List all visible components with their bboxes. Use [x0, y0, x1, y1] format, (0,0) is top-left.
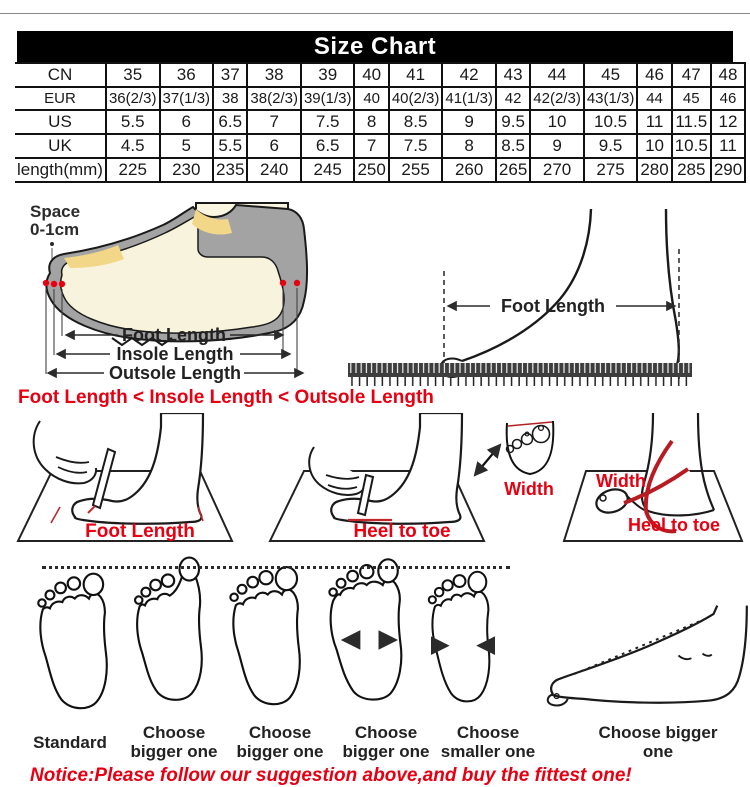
size-table-cell: 40(2/3)	[389, 87, 443, 110]
outsole-length-label: Outsole Length	[109, 363, 241, 383]
fit-guide-section	[0, 557, 750, 725]
step-label-foot-length: Foot Length	[85, 521, 195, 542]
size-table-row	[15, 158, 745, 182]
size-table-cell: 41	[389, 63, 443, 87]
space-pointer-dot	[50, 242, 54, 246]
size-table-cell: 5.5	[106, 110, 160, 134]
size-table-row-label: CN	[15, 63, 106, 87]
size-table-cell: 7.5	[389, 134, 443, 158]
size-table-cell: 10.5	[584, 110, 638, 134]
size-table-cell: 8	[442, 134, 496, 158]
foot-outline	[331, 413, 462, 524]
size-table-cell: 37	[213, 63, 247, 87]
size-table-cell: 11	[711, 134, 745, 158]
size-table-cell: 290	[711, 158, 745, 182]
size-table-cell: 225	[106, 158, 160, 182]
space-label-line2: 0-1cm	[30, 220, 79, 239]
size-table-cell: 285	[672, 158, 711, 182]
size-table-cell: 46	[711, 87, 745, 110]
size-table	[15, 62, 746, 183]
sketch-heel-to-toe	[262, 413, 556, 551]
size-table-cell: 275	[584, 158, 638, 182]
footprint-wide	[326, 553, 415, 711]
notice-text: Notice:Please follow our suggestion above,and buy the fittest one!	[30, 765, 750, 787]
insole-length-label: Insole Length	[117, 344, 234, 364]
fit-label-bigger-2: Choose bigger one	[230, 721, 330, 763]
size-table-cell: 35	[106, 63, 160, 87]
size-table-cell: 250	[354, 158, 388, 182]
shoe-length-diagram	[0, 197, 348, 383]
heel-sole-line	[551, 606, 747, 703]
footprint-wide-toes	[227, 559, 316, 717]
size-table-cell: 48	[711, 63, 745, 87]
size-table-row	[15, 87, 745, 110]
size-table-cell: 38(2/3)	[247, 87, 301, 110]
size-table-row-label: length(mm)	[15, 158, 106, 182]
top-divider	[0, 13, 750, 14]
step-label-heel-to-toe-2: Heel to toe	[628, 515, 720, 535]
fit-guide-labels	[0, 721, 750, 763]
size-table-cell: 8.5	[496, 134, 530, 158]
size-table-row-label: EUR	[15, 87, 106, 110]
measurement-diagrams	[0, 197, 750, 387]
ruler-foot-length-label: Foot Length	[501, 296, 605, 316]
fit-label-bigger-1: Choose bigger one	[124, 721, 224, 763]
size-table-cell: 38	[213, 87, 247, 110]
size-table-cell: 40	[354, 63, 388, 87]
size-table-cell: 235	[213, 158, 247, 182]
size-table-body	[15, 63, 745, 182]
size-table-cell: 230	[160, 158, 214, 182]
ruler	[348, 363, 692, 377]
size-table-row	[15, 110, 745, 134]
size-table-cell: 260	[442, 158, 496, 182]
toe-reference-line	[42, 566, 510, 569]
size-table-cell: 280	[637, 158, 671, 182]
size-table-cell: 245	[301, 158, 355, 182]
size-table-cell: 8	[354, 110, 388, 134]
size-table-cell: 43	[496, 63, 530, 87]
size-table-cell: 10	[530, 110, 584, 134]
space-label-line1: Space	[30, 202, 80, 221]
size-table-cell: 7.5	[301, 110, 355, 134]
size-table-cell: 42	[442, 63, 496, 87]
size-table-cell: 5	[160, 134, 214, 158]
size-table-row-label: UK	[15, 134, 106, 158]
size-table-cell: 45	[584, 63, 638, 87]
size-chart-header	[17, 31, 733, 62]
size-table-row	[15, 63, 745, 87]
size-chart-title: Size Chart	[314, 33, 436, 60]
size-table-cell: 9.5	[584, 134, 638, 158]
how-to-measure-row	[0, 413, 750, 551]
width-inset	[475, 421, 553, 475]
size-table-row	[15, 134, 745, 158]
shoe-illustration	[46, 203, 307, 345]
footprint-narrow	[423, 559, 508, 717]
size-table-cell: 9.5	[496, 110, 530, 134]
sketch-foot-length	[0, 413, 262, 551]
foot-ruler-diagram	[348, 207, 740, 387]
size-table-cell: 36	[160, 63, 214, 87]
size-table-cell: 8.5	[389, 110, 443, 134]
fit-label-smaller: Choose smaller one	[438, 721, 538, 763]
size-table-cell: 240	[247, 158, 301, 182]
size-table-cell: 39(1/3)	[301, 87, 355, 110]
foot-high-instep	[540, 601, 750, 721]
footprints-row	[0, 557, 750, 721]
size-table-cell: 11	[637, 110, 671, 134]
step-label-width-2: Width	[596, 471, 646, 491]
size-table-cell: 270	[530, 158, 584, 182]
size-table-cell: 11.5	[672, 110, 711, 134]
footprint-long-toe	[129, 553, 218, 711]
length-rule-text: Foot Length < Insole Length < Outsole Length	[18, 387, 750, 409]
size-table-cell: 7	[354, 134, 388, 158]
size-table-cell: 6	[247, 134, 301, 158]
size-table-cell: 36(2/3)	[106, 87, 160, 110]
size-table-cell: 38	[247, 63, 301, 87]
size-table-row-label: US	[15, 110, 106, 134]
fit-label-standard: Standard	[18, 721, 122, 763]
foot-outline	[593, 413, 714, 516]
size-table-cell: 265	[496, 158, 530, 182]
size-table-cell: 42(2/3)	[530, 87, 584, 110]
size-table-cell: 44	[530, 63, 584, 87]
size-table-cell: 5.5	[213, 134, 247, 158]
size-table-cell: 7	[247, 110, 301, 134]
ankle-marks	[678, 654, 711, 660]
size-table-cell: 9	[442, 110, 496, 134]
step-label-heel-to-toe: Heel to toe	[353, 521, 450, 542]
footprint-standard	[34, 563, 123, 721]
size-table-cell: 45	[672, 87, 711, 110]
fit-label-bigger-4: Choose bigger one	[588, 721, 728, 763]
fit-label-bigger-3: Choose bigger one	[336, 721, 436, 763]
size-table-cell: 10	[637, 134, 671, 158]
size-table-cell: 47	[672, 63, 711, 87]
ruler-lower-ticks	[348, 377, 692, 386]
size-table-cell: 6.5	[213, 110, 247, 134]
size-table-cell: 43(1/3)	[584, 87, 638, 110]
size-table-cell: 6	[160, 110, 214, 134]
size-table-cell: 44	[637, 87, 671, 110]
size-table-cell: 10.5	[672, 134, 711, 158]
size-table-cell: 39	[301, 63, 355, 87]
instep-line	[551, 606, 717, 695]
sketch-tape-width	[556, 413, 750, 551]
foot-profile	[441, 209, 679, 377]
size-table-cell: 46	[637, 63, 671, 87]
size-table-cell: 40	[354, 87, 388, 110]
size-table-cell: 255	[389, 158, 443, 182]
foot-length-label: Foot Length	[122, 325, 226, 345]
step-label-width-1: Width	[504, 479, 554, 499]
size-table-cell: 37(1/3)	[160, 87, 214, 110]
size-table-cell: 4.5	[106, 134, 160, 158]
size-table-cell: 12	[711, 110, 745, 134]
size-table-cell: 6.5	[301, 134, 355, 158]
size-table-cell: 9	[530, 134, 584, 158]
size-table-cell: 42	[496, 87, 530, 110]
width-arrow	[475, 445, 500, 475]
size-table-cell: 41(1/3)	[442, 87, 496, 110]
